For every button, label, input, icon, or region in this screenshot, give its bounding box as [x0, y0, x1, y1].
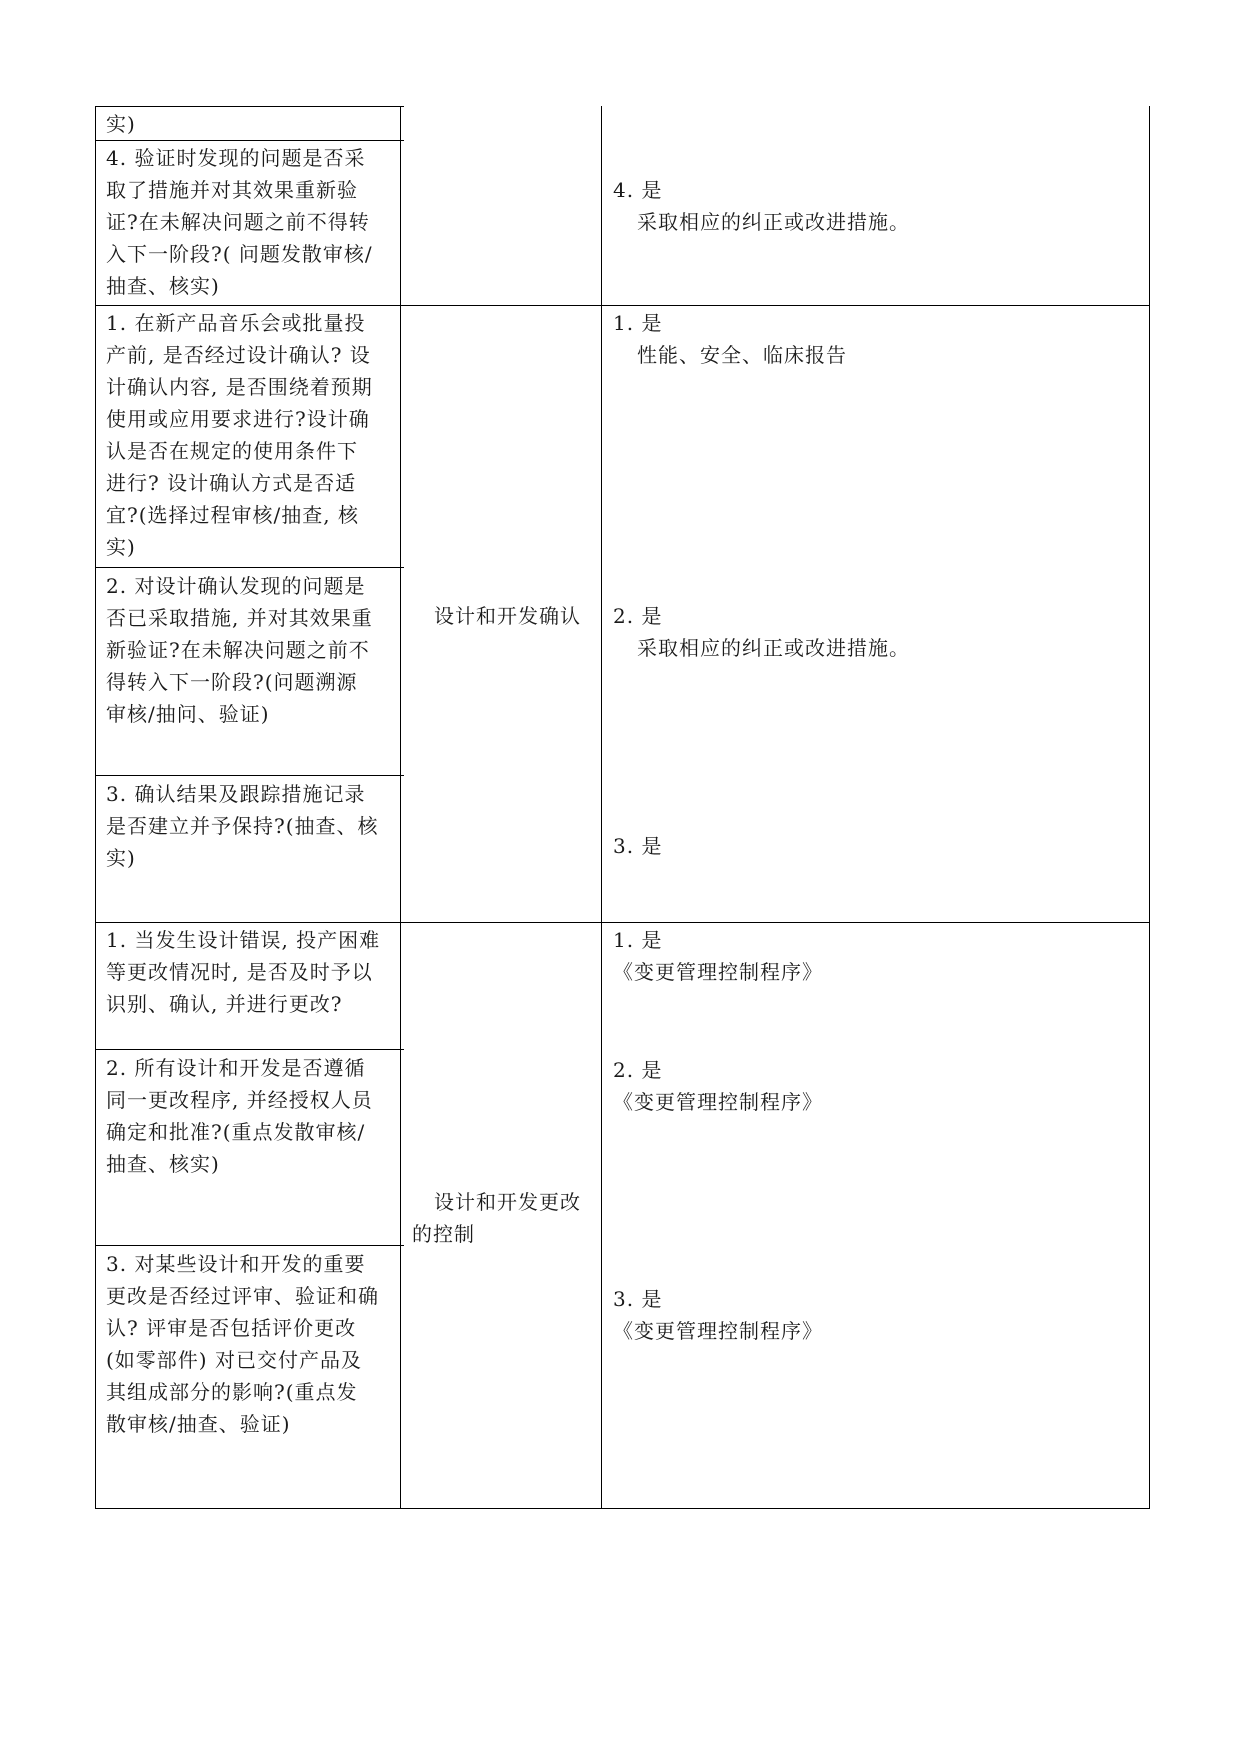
section-topic: 设计和开发确认	[434, 604, 581, 628]
item-text: 抽查、核实)	[106, 274, 220, 298]
answer-text: 2. 是	[613, 1058, 663, 1082]
table-border	[95, 106, 96, 1509]
item-text: 1. 当发生设计错误, 投产困难	[106, 928, 381, 952]
item-text: 宜?(选择过程审核/抽查, 核	[106, 503, 359, 527]
answer-text: 3. 是	[613, 1287, 663, 1311]
item-text: 散审核/抽查、验证)	[106, 1412, 291, 1436]
item-text: 否已采取措施, 并对其效果重	[106, 606, 373, 630]
item-text: 抽查、核实)	[106, 1152, 220, 1176]
table-border	[95, 140, 404, 141]
answer-note: 采取相应的纠正或改进措施。	[637, 210, 910, 234]
item-text: (如零部件) 对已交付产品及	[106, 1348, 362, 1372]
item-text: 审核/抽问、验证)	[106, 702, 270, 726]
item-text: 产前, 是否经过设计确认? 设	[106, 343, 371, 367]
item-text: 实)	[106, 112, 136, 136]
item-text: 实)	[106, 846, 136, 870]
item-text: 4. 验证时发现的问题是否采	[106, 146, 366, 170]
item-text: 得转入下一阶段?(问题溯源	[106, 670, 358, 694]
item-text: 入下一阶段?( 问题发散审核/	[106, 242, 373, 266]
item-text: 使用或应用要求进行?设计确	[106, 407, 370, 431]
item-text: 确定和批准?(重点发散审核/	[106, 1120, 366, 1144]
table-border	[95, 1508, 1150, 1509]
item-text: 认? 评审是否包括评价更改	[106, 1316, 357, 1340]
answer-note: 性能、安全、临床报告	[637, 343, 847, 367]
item-text: 3. 对某些设计和开发的重要	[106, 1252, 366, 1276]
answer-text: 4. 是	[613, 178, 663, 202]
item-text: 认是否在规定的使用条件下	[106, 439, 358, 463]
item-text: 1. 在新产品音乐会或批量投	[106, 311, 366, 335]
table-border	[95, 1245, 404, 1246]
item-text: 新验证?在未解决问题之前不	[106, 638, 370, 662]
item-text: 进行? 设计确认方式是否适	[106, 471, 357, 495]
answer-text: 1. 是	[613, 311, 663, 335]
table-border	[95, 922, 1150, 923]
table-border	[95, 567, 404, 568]
item-text: 是否建立并予保持?(抽查、核	[106, 814, 379, 838]
item-text: 证?在未解决问题之前不得转	[106, 210, 370, 234]
item-text: 其组成部分的影响?(重点发	[106, 1380, 358, 1404]
section-topic: 设计和开发更改	[434, 1190, 581, 1214]
table-border	[95, 775, 404, 776]
answer-note: 《变更管理控制程序》	[613, 1090, 823, 1114]
item-text: 计确认内容, 是否围绕着预期	[106, 375, 373, 399]
table-border	[95, 305, 1150, 306]
table-border	[95, 106, 404, 107]
table-border	[1149, 106, 1150, 1509]
table-border	[95, 1049, 404, 1050]
item-text: 同一更改程序, 并经授权人员	[106, 1088, 373, 1112]
item-text: 识别、确认, 并进行更改?	[106, 992, 343, 1016]
table-border	[601, 106, 602, 1509]
answer-text: 1. 是	[613, 928, 663, 952]
answer-note: 《变更管理控制程序》	[613, 960, 823, 984]
item-text: 等更改情况时, 是否及时予以	[106, 960, 373, 984]
answer-note: 采取相应的纠正或改进措施。	[637, 636, 910, 660]
item-text: 2. 对设计确认发现的问题是	[106, 574, 366, 598]
table-border	[400, 106, 401, 1509]
item-text: 更改是否经过评审、验证和确	[106, 1284, 379, 1308]
section-topic: 的控制	[412, 1222, 475, 1246]
answer-text: 3. 是	[613, 834, 663, 858]
answer-text: 2. 是	[613, 604, 663, 628]
answer-note: 《变更管理控制程序》	[613, 1319, 823, 1343]
item-text: 2. 所有设计和开发是否遵循	[106, 1056, 366, 1080]
item-text: 取了措施并对其效果重新验	[106, 178, 358, 202]
item-text: 实)	[106, 535, 136, 559]
item-text: 3. 确认结果及跟踪措施记录	[106, 782, 366, 806]
